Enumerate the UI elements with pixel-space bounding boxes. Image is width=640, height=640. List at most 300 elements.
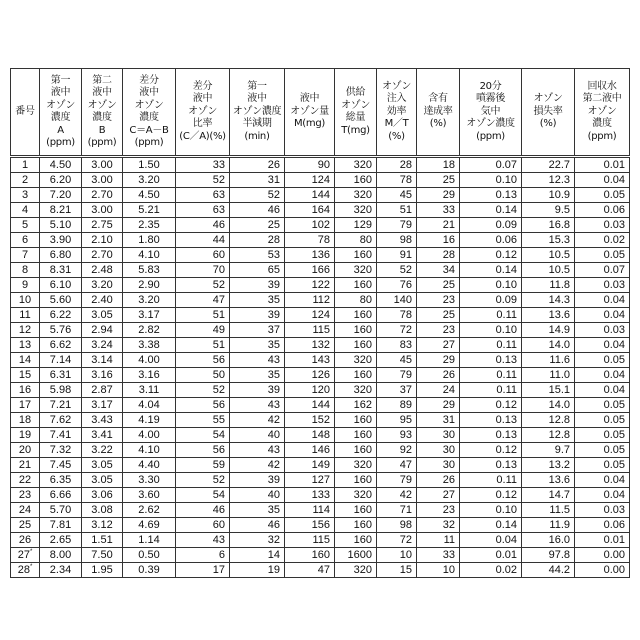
cell-supply-total-t: 320 <box>335 263 377 278</box>
cell-liquid1-conc-a: 3.90 <box>40 233 82 248</box>
cell-diff-ratio: 59 <box>176 458 230 473</box>
cell-recovered-conc: 0.05 <box>575 443 630 458</box>
cell-ozone-amount-m: 166 <box>285 263 335 278</box>
cell-loss-rate: 13.6 <box>522 473 575 488</box>
cell-liquid1-conc-a: 6.22 <box>40 308 82 323</box>
row-number: 12 <box>19 324 31 336</box>
cell-ozone-amount-m: 133 <box>285 488 335 503</box>
cell-half-life: 39 <box>230 308 285 323</box>
cell-recovered-conc: 0.04 <box>575 473 630 488</box>
cell-supply-total-t: 1600 <box>335 548 377 563</box>
cell-diff-ratio: 17 <box>176 563 230 578</box>
cell-half-life: 35 <box>230 503 285 518</box>
cell-supply-total-t: 320 <box>335 188 377 203</box>
cell-half-life: 39 <box>230 278 285 293</box>
cell-air-conc-20min: 0.13 <box>460 353 522 368</box>
cell-no <box>11 398 40 413</box>
cell-liquid1-conc-a: 7.45 <box>40 458 82 473</box>
cell-no <box>11 203 40 218</box>
cell-achievement-rate: 23 <box>417 503 460 518</box>
cell-supply-total-t: 129 <box>335 218 377 233</box>
cell-liquid2-conc-b: 3.00 <box>82 157 123 173</box>
cell-diff-conc-c: 1.80 <box>123 233 176 248</box>
table-row <box>11 293 630 308</box>
row-number: 20 <box>19 444 31 456</box>
cell-diff-ratio: 52 <box>176 473 230 488</box>
cell-diff-conc-c: 1.50 <box>123 157 176 173</box>
cell-recovered-conc: 0.04 <box>575 308 630 323</box>
cell-loss-rate: 15.3 <box>522 233 575 248</box>
table-row <box>11 368 630 383</box>
cell-liquid2-conc-b: 1.51 <box>82 533 123 548</box>
cell-recovered-conc: 0.01 <box>575 533 630 548</box>
cell-achievement-rate: 25 <box>417 173 460 188</box>
table-row <box>11 308 630 323</box>
cell-ozone-amount-m: 144 <box>285 398 335 413</box>
reference-mark: * <box>30 549 32 555</box>
cell-achievement-rate: 32 <box>417 518 460 533</box>
row-number: 27 <box>18 549 30 561</box>
cell-diff-ratio: 54 <box>176 428 230 443</box>
cell-diff-ratio: 44 <box>176 233 230 248</box>
table-row <box>11 443 630 458</box>
cell-half-life: 46 <box>230 518 285 533</box>
cell-air-conc-20min: 0.14 <box>460 263 522 278</box>
cell-ozone-amount-m: 124 <box>285 173 335 188</box>
cell-diff-conc-c: 3.30 <box>123 473 176 488</box>
cell-air-conc-20min: 0.02 <box>460 563 522 578</box>
cell-supply-total-t: 160 <box>335 338 377 353</box>
cell-liquid1-conc-a: 5.70 <box>40 503 82 518</box>
cell-air-conc-20min: 0.12 <box>460 398 522 413</box>
cell-no <box>11 368 40 383</box>
cell-ozone-amount-m: 112 <box>285 293 335 308</box>
cell-no <box>11 173 40 188</box>
cell-diff-ratio: 52 <box>176 383 230 398</box>
row-number: 23 <box>19 489 31 501</box>
cell-ozone-amount-m: 78 <box>285 233 335 248</box>
cell-diff-ratio: 47 <box>176 293 230 308</box>
cell-liquid2-conc-b: 3.22 <box>82 443 123 458</box>
cell-loss-rate: 9.7 <box>522 443 575 458</box>
cell-achievement-rate: 24 <box>417 383 460 398</box>
cell-no <box>11 503 40 518</box>
cell-half-life: 46 <box>230 203 285 218</box>
cell-recovered-conc: 0.04 <box>575 383 630 398</box>
cell-liquid1-conc-a: 7.21 <box>40 398 82 413</box>
cell-loss-rate: 14.0 <box>522 398 575 413</box>
cell-half-life: 35 <box>230 338 285 353</box>
cell-half-life: 19 <box>230 563 285 578</box>
cell-half-life: 32 <box>230 533 285 548</box>
cell-liquid2-conc-b: 3.20 <box>82 278 123 293</box>
cell-supply-total-t: 160 <box>335 518 377 533</box>
cell-diff-conc-c: 2.90 <box>123 278 176 293</box>
cell-ozone-amount-m: 136 <box>285 248 335 263</box>
cell-loss-rate: 10.5 <box>522 248 575 263</box>
cell-liquid1-conc-a: 8.21 <box>40 203 82 218</box>
row-number: 7 <box>22 249 28 261</box>
cell-achievement-rate: 29 <box>417 398 460 413</box>
cell-diff-ratio: 46 <box>176 503 230 518</box>
cell-air-conc-20min: 0.10 <box>460 503 522 518</box>
cell-supply-total-t: 80 <box>335 293 377 308</box>
cell-achievement-rate: 27 <box>417 488 460 503</box>
cell-air-conc-20min: 0.11 <box>460 473 522 488</box>
cell-injection-efficiency: 51 <box>377 203 417 218</box>
cell-injection-efficiency: 72 <box>377 323 417 338</box>
cell-diff-ratio: 55 <box>176 413 230 428</box>
row-number: 5 <box>22 219 28 231</box>
cell-achievement-rate: 27 <box>417 338 460 353</box>
cell-no <box>11 218 40 233</box>
cell-no <box>11 413 40 428</box>
cell-liquid2-conc-b: 2.75 <box>82 218 123 233</box>
cell-liquid2-conc-b: 3.43 <box>82 413 123 428</box>
cell-achievement-rate: 10 <box>417 563 460 578</box>
cell-no <box>11 233 40 248</box>
cell-half-life: 65 <box>230 263 285 278</box>
row-number: 22 <box>19 474 31 486</box>
header-half-life: 第一 液中 オゾン濃度 半減期 (min) <box>230 69 285 157</box>
cell-liquid2-conc-b: 3.14 <box>82 353 123 368</box>
cell-injection-efficiency: 15 <box>377 563 417 578</box>
cell-diff-conc-c: 4.10 <box>123 443 176 458</box>
cell-air-conc-20min: 0.09 <box>460 218 522 233</box>
row-number: 1 <box>22 159 28 171</box>
header-air-conc-20min: 20分 噴霧後 気中 オゾン濃度 (ppm) <box>460 69 522 157</box>
cell-diff-ratio: 43 <box>176 533 230 548</box>
cell-injection-efficiency: 52 <box>377 263 417 278</box>
cell-air-conc-20min: 0.10 <box>460 323 522 338</box>
cell-half-life: 40 <box>230 488 285 503</box>
cell-injection-efficiency: 42 <box>377 488 417 503</box>
table-row <box>11 503 630 518</box>
cell-diff-ratio: 70 <box>176 263 230 278</box>
header-liquid2-conc-b: 第二 液中 オゾン 濃度 B (ppm) <box>82 69 123 157</box>
cell-half-life: 40 <box>230 428 285 443</box>
table-row <box>11 518 630 533</box>
table-row <box>11 548 630 563</box>
row-number: 21 <box>19 459 31 471</box>
cell-loss-rate: 13.6 <box>522 308 575 323</box>
header-row <box>11 69 630 157</box>
cell-air-conc-20min: 0.11 <box>460 338 522 353</box>
cell-liquid2-conc-b: 7.50 <box>82 548 123 563</box>
cell-air-conc-20min: 0.07 <box>460 157 522 173</box>
cell-loss-rate: 11.9 <box>522 518 575 533</box>
row-number: 19 <box>19 429 31 441</box>
cell-injection-efficiency: 37 <box>377 383 417 398</box>
cell-injection-efficiency: 79 <box>377 368 417 383</box>
cell-liquid1-conc-a: 5.60 <box>40 293 82 308</box>
cell-loss-rate: 12.8 <box>522 428 575 443</box>
cell-injection-efficiency: 95 <box>377 413 417 428</box>
cell-injection-efficiency: 45 <box>377 188 417 203</box>
cell-liquid1-conc-a: 6.66 <box>40 488 82 503</box>
row-number: 17 <box>19 399 31 411</box>
table-row <box>11 323 630 338</box>
cell-diff-conc-c: 2.62 <box>123 503 176 518</box>
table-row <box>11 473 630 488</box>
cell-diff-ratio: 33 <box>176 157 230 173</box>
cell-liquid1-conc-a: 6.20 <box>40 173 82 188</box>
cell-liquid1-conc-a: 6.10 <box>40 278 82 293</box>
cell-ozone-amount-m: 160 <box>285 548 335 563</box>
cell-supply-total-t: 160 <box>335 308 377 323</box>
cell-injection-efficiency: 140 <box>377 293 417 308</box>
cell-supply-total-t: 160 <box>335 443 377 458</box>
header-achievement-rate: 含有 達成率 (%) <box>417 69 460 157</box>
cell-no <box>11 383 40 398</box>
header-liquid1-conc-a: 第一 液中 オゾン 濃度 A (ppm) <box>40 69 82 157</box>
cell-half-life: 53 <box>230 248 285 263</box>
cell-recovered-conc: 0.00 <box>575 563 630 578</box>
cell-supply-total-t: 162 <box>335 398 377 413</box>
cell-recovered-conc: 0.05 <box>575 353 630 368</box>
row-number: 6 <box>22 234 28 246</box>
cell-air-conc-20min: 0.13 <box>460 413 522 428</box>
cell-ozone-amount-m: 122 <box>285 278 335 293</box>
cell-recovered-conc: 0.05 <box>575 248 630 263</box>
cell-loss-rate: 22.7 <box>522 157 575 173</box>
cell-loss-rate: 14.0 <box>522 338 575 353</box>
cell-recovered-conc: 0.03 <box>575 503 630 518</box>
row-number: 3 <box>22 189 28 201</box>
cell-diff-conc-c: 3.38 <box>123 338 176 353</box>
table-row <box>11 398 630 413</box>
row-number: 28 <box>18 564 30 576</box>
cell-diff-ratio: 56 <box>176 443 230 458</box>
cell-achievement-rate: 25 <box>417 308 460 323</box>
cell-diff-ratio: 54 <box>176 488 230 503</box>
cell-loss-rate: 16.0 <box>522 533 575 548</box>
cell-ozone-amount-m: 102 <box>285 218 335 233</box>
cell-liquid2-conc-b: 3.41 <box>82 428 123 443</box>
row-number: 9 <box>22 279 28 291</box>
cell-liquid1-conc-a: 4.50 <box>40 157 82 173</box>
table-row <box>11 413 630 428</box>
cell-injection-efficiency: 79 <box>377 218 417 233</box>
cell-injection-efficiency: 76 <box>377 278 417 293</box>
cell-loss-rate: 14.3 <box>522 293 575 308</box>
cell-supply-total-t: 160 <box>335 323 377 338</box>
cell-diff-ratio: 63 <box>176 188 230 203</box>
header-loss-rate: オゾン 損失率 (%) <box>522 69 575 157</box>
cell-no <box>11 338 40 353</box>
cell-injection-efficiency: 78 <box>377 308 417 323</box>
cell-supply-total-t: 320 <box>335 353 377 368</box>
cell-supply-total-t: 320 <box>335 157 377 173</box>
cell-ozone-amount-m: 126 <box>285 368 335 383</box>
cell-liquid1-conc-a: 7.14 <box>40 353 82 368</box>
row-number: 14 <box>19 354 31 366</box>
cell-diff-conc-c: 2.82 <box>123 323 176 338</box>
cell-liquid1-conc-a: 8.00 <box>40 548 82 563</box>
cell-liquid1-conc-a: 5.76 <box>40 323 82 338</box>
cell-loss-rate: 11.5 <box>522 503 575 518</box>
cell-air-conc-20min: 0.13 <box>460 428 522 443</box>
table-row <box>11 157 630 173</box>
cell-ozone-amount-m: 127 <box>285 473 335 488</box>
cell-recovered-conc: 0.05 <box>575 458 630 473</box>
cell-diff-conc-c: 5.83 <box>123 263 176 278</box>
cell-half-life: 31 <box>230 173 285 188</box>
cell-supply-total-t: 320 <box>335 563 377 578</box>
table-row <box>11 188 630 203</box>
row-number: 10 <box>19 294 31 306</box>
cell-liquid1-conc-a: 7.20 <box>40 188 82 203</box>
cell-liquid1-conc-a: 7.62 <box>40 413 82 428</box>
cell-injection-efficiency: 89 <box>377 398 417 413</box>
table-row <box>11 353 630 368</box>
cell-liquid2-conc-b: 3.00 <box>82 173 123 188</box>
cell-air-conc-20min: 0.12 <box>460 488 522 503</box>
cell-no <box>11 248 40 263</box>
cell-no <box>11 563 40 578</box>
row-number: 25 <box>19 519 31 531</box>
cell-loss-rate: 15.1 <box>522 383 575 398</box>
cell-supply-total-t: 160 <box>335 503 377 518</box>
cell-ozone-amount-m: 148 <box>285 428 335 443</box>
cell-loss-rate: 10.9 <box>522 188 575 203</box>
cell-liquid2-conc-b: 2.94 <box>82 323 123 338</box>
cell-liquid2-conc-b: 1.95 <box>82 563 123 578</box>
cell-half-life: 25 <box>230 218 285 233</box>
cell-recovered-conc: 0.05 <box>575 398 630 413</box>
cell-achievement-rate: 18 <box>417 157 460 173</box>
cell-injection-efficiency: 47 <box>377 458 417 473</box>
row-number: 15 <box>19 369 31 381</box>
cell-achievement-rate: 23 <box>417 293 460 308</box>
cell-liquid1-conc-a: 2.65 <box>40 533 82 548</box>
row-number: 2 <box>22 174 28 186</box>
cell-diff-ratio: 56 <box>176 398 230 413</box>
cell-diff-ratio: 6 <box>176 548 230 563</box>
cell-loss-rate: 14.9 <box>522 323 575 338</box>
cell-diff-conc-c: 3.17 <box>123 308 176 323</box>
cell-liquid1-conc-a: 5.10 <box>40 218 82 233</box>
cell-liquid1-conc-a: 7.32 <box>40 443 82 458</box>
table-row <box>11 338 630 353</box>
table-row <box>11 458 630 473</box>
cell-recovered-conc: 0.05 <box>575 428 630 443</box>
cell-air-conc-20min: 0.11 <box>460 308 522 323</box>
row-number: 11 <box>19 309 30 321</box>
cell-diff-ratio: 63 <box>176 203 230 218</box>
cell-liquid2-conc-b: 3.12 <box>82 518 123 533</box>
cell-injection-efficiency: 79 <box>377 473 417 488</box>
cell-injection-efficiency: 10 <box>377 548 417 563</box>
cell-achievement-rate: 30 <box>417 458 460 473</box>
reference-mark: * <box>30 564 32 570</box>
cell-no <box>11 293 40 308</box>
cell-diff-conc-c: 4.50 <box>123 188 176 203</box>
cell-air-conc-20min: 0.12 <box>460 248 522 263</box>
cell-diff-ratio: 60 <box>176 248 230 263</box>
cell-half-life: 43 <box>230 398 285 413</box>
table-row <box>11 383 630 398</box>
cell-air-conc-20min: 0.12 <box>460 443 522 458</box>
cell-supply-total-t: 320 <box>335 488 377 503</box>
cell-ozone-amount-m: 124 <box>285 308 335 323</box>
cell-loss-rate: 10.5 <box>522 263 575 278</box>
cell-achievement-rate: 33 <box>417 548 460 563</box>
cell-loss-rate: 11.0 <box>522 368 575 383</box>
cell-diff-conc-c: 4.00 <box>123 353 176 368</box>
cell-achievement-rate: 23 <box>417 323 460 338</box>
cell-ozone-amount-m: 146 <box>285 443 335 458</box>
cell-half-life: 42 <box>230 413 285 428</box>
header-diff-ratio: 差分 液中 オゾン 比率 (C／A)(%) <box>176 69 230 157</box>
cell-no <box>11 323 40 338</box>
cell-diff-ratio: 49 <box>176 323 230 338</box>
cell-air-conc-20min: 0.13 <box>460 458 522 473</box>
cell-diff-ratio: 51 <box>176 308 230 323</box>
cell-liquid1-conc-a: 7.41 <box>40 428 82 443</box>
cell-ozone-amount-m: 143 <box>285 353 335 368</box>
cell-half-life: 39 <box>230 383 285 398</box>
cell-diff-conc-c: 5.21 <box>123 203 176 218</box>
row-number: 26 <box>19 534 31 546</box>
cell-no <box>11 518 40 533</box>
cell-ozone-amount-m: 120 <box>285 383 335 398</box>
cell-achievement-rate: 11 <box>417 533 460 548</box>
cell-supply-total-t: 160 <box>335 473 377 488</box>
cell-loss-rate: 44.2 <box>522 563 575 578</box>
header-supply-total-t: 供給 オゾン 総量 T(mg) <box>335 69 377 157</box>
cell-diff-conc-c: 4.10 <box>123 248 176 263</box>
cell-diff-conc-c: 1.14 <box>123 533 176 548</box>
cell-diff-conc-c: 3.60 <box>123 488 176 503</box>
cell-injection-efficiency: 98 <box>377 233 417 248</box>
cell-injection-efficiency: 92 <box>377 443 417 458</box>
cell-supply-total-t: 160 <box>335 278 377 293</box>
cell-no <box>11 278 40 293</box>
table-row <box>11 173 630 188</box>
cell-diff-ratio: 52 <box>176 278 230 293</box>
cell-achievement-rate: 25 <box>417 278 460 293</box>
cell-recovered-conc: 0.04 <box>575 293 630 308</box>
cell-air-conc-20min: 0.13 <box>460 188 522 203</box>
header-recovered-conc: 回収水 第二液中 オゾン 濃度 (ppm) <box>575 69 630 157</box>
cell-supply-total-t: 320 <box>335 458 377 473</box>
cell-half-life: 42 <box>230 458 285 473</box>
table-row <box>11 218 630 233</box>
cell-achievement-rate: 29 <box>417 353 460 368</box>
cell-diff-conc-c: 3.11 <box>123 383 176 398</box>
header-ozone-amount-m: 液中 オゾン量 M(mg) <box>285 69 335 157</box>
cell-diff-conc-c: 0.39 <box>123 563 176 578</box>
cell-achievement-rate: 29 <box>417 188 460 203</box>
cell-no <box>11 428 40 443</box>
table-row <box>11 203 630 218</box>
cell-achievement-rate: 33 <box>417 203 460 218</box>
cell-recovered-conc: 0.03 <box>575 323 630 338</box>
cell-air-conc-20min: 0.09 <box>460 293 522 308</box>
cell-injection-efficiency: 83 <box>377 338 417 353</box>
cell-recovered-conc: 0.04 <box>575 488 630 503</box>
cell-injection-efficiency: 72 <box>377 533 417 548</box>
table-row <box>11 563 630 578</box>
table-row <box>11 533 630 548</box>
cell-diff-ratio: 50 <box>176 368 230 383</box>
cell-diff-conc-c: 4.04 <box>123 398 176 413</box>
cell-half-life: 35 <box>230 368 285 383</box>
cell-liquid2-conc-b: 2.40 <box>82 293 123 308</box>
cell-recovered-conc: 0.05 <box>575 188 630 203</box>
cell-supply-total-t: 160 <box>335 533 377 548</box>
